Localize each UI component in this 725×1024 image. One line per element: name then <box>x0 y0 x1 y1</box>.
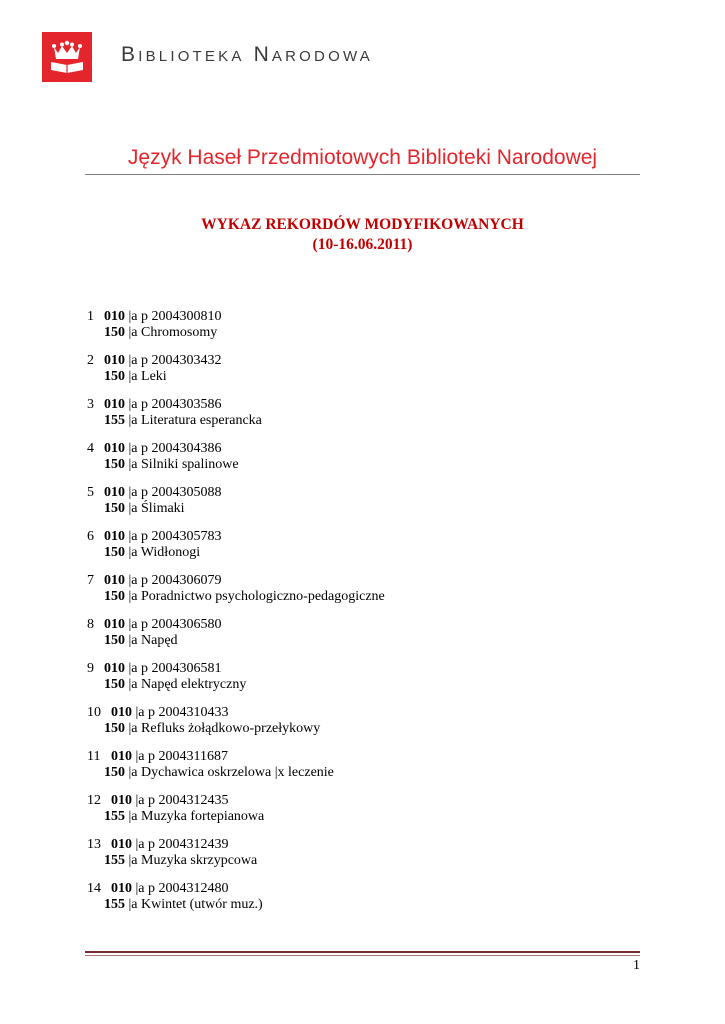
field-tag: 010 <box>104 573 125 588</box>
record-field-010 <box>87 529 222 545</box>
field-tag: 010 <box>111 705 132 720</box>
record-number: 5 <box>87 485 94 500</box>
record-field-010 <box>87 485 222 501</box>
record-field-010 <box>87 397 222 413</box>
record-field-010 <box>87 661 222 677</box>
field-value: |a p 2004312480 <box>132 881 229 896</box>
field-tag: 155 <box>104 853 125 868</box>
record-entry <box>87 353 647 397</box>
record-entry <box>87 441 647 485</box>
field-tag: 150 <box>104 633 125 648</box>
record-number: 13 <box>87 837 101 852</box>
record-field-010 <box>87 881 229 897</box>
record-entry <box>87 837 647 881</box>
record-entry <box>87 705 647 749</box>
record-field-heading <box>87 809 264 825</box>
field-tag: 010 <box>104 397 125 412</box>
heading-line-2: (10-16.06.2011) <box>312 236 413 253</box>
record-number: 2 <box>87 353 94 368</box>
field-tag: 155 <box>104 897 125 912</box>
field-tag: 010 <box>104 485 125 500</box>
field-value: |a p 2004306580 <box>125 617 222 632</box>
field-value: |a p 2004305088 <box>125 485 222 500</box>
record-number: 4 <box>87 441 94 456</box>
record-field-heading <box>87 325 217 341</box>
field-value: |a Napęd <box>125 633 178 648</box>
record-entry <box>87 573 647 617</box>
field-value: |a p 2004312439 <box>132 837 229 852</box>
field-tag: 010 <box>104 661 125 676</box>
record-number: 7 <box>87 573 94 588</box>
record-field-010 <box>87 705 229 721</box>
record-entry <box>87 485 647 529</box>
record-field-010 <box>87 573 222 589</box>
record-number: 11 <box>87 749 101 764</box>
record-field-010 <box>87 309 222 325</box>
field-value: |a Leki <box>125 369 167 384</box>
record-field-010 <box>87 617 222 633</box>
field-value: |a p 2004306581 <box>125 661 222 676</box>
record-number: 3 <box>87 397 94 412</box>
field-value: |a Muzyka fortepianowa <box>125 809 265 824</box>
record-entry <box>87 661 647 705</box>
field-value: |a p 2004312435 <box>132 793 229 808</box>
field-value: |a p 2004311687 <box>132 749 228 764</box>
document-heading <box>0 215 725 255</box>
record-field-heading <box>87 765 334 781</box>
footer-divider-thin <box>85 955 640 956</box>
field-value: |a Refluks żołądkowo-przełykowy <box>125 721 321 736</box>
field-tag: 150 <box>104 501 125 516</box>
record-field-010 <box>87 793 229 809</box>
record-field-heading <box>87 853 257 869</box>
field-tag: 010 <box>104 353 125 368</box>
field-tag: 010 <box>104 441 125 456</box>
record-number: 8 <box>87 617 94 632</box>
record-field-heading <box>87 457 239 473</box>
field-tag: 010 <box>111 881 132 896</box>
field-value: |a p 2004303432 <box>125 353 222 368</box>
field-value: |a Napęd elektryczny <box>125 677 247 692</box>
footer-divider <box>85 951 640 953</box>
field-tag: 010 <box>104 529 125 544</box>
field-value: |a p 2004310433 <box>132 705 229 720</box>
record-number: 12 <box>87 793 101 808</box>
records-list <box>87 309 647 925</box>
field-tag: 150 <box>104 325 125 340</box>
record-field-heading <box>87 677 246 693</box>
field-tag: 150 <box>104 589 125 604</box>
field-value: |a Muzyka skrzypcowa <box>125 853 258 868</box>
field-value: |a Literatura esperancka <box>125 413 262 428</box>
record-number: 9 <box>87 661 94 676</box>
crown-book-logo-icon <box>42 32 92 82</box>
record-field-heading <box>87 369 167 385</box>
field-tag: 150 <box>104 457 125 472</box>
field-value: |a p 2004304386 <box>125 441 222 456</box>
field-tag: 010 <box>104 617 125 632</box>
field-value: |a p 2004303586 <box>125 397 222 412</box>
record-field-010 <box>87 837 229 853</box>
record-field-heading <box>87 413 262 429</box>
field-tag: 010 <box>111 749 132 764</box>
record-field-heading <box>87 633 178 649</box>
page-number: 1 <box>633 958 640 973</box>
record-field-heading <box>87 721 320 737</box>
field-value: |a p 2004306079 <box>125 573 222 588</box>
field-value: |a Chromosomy <box>125 325 218 340</box>
field-value: |a Dychawica oskrzelowa |x leczenie <box>125 765 334 780</box>
field-tag: 150 <box>104 765 125 780</box>
record-entry <box>87 881 647 925</box>
field-value: |a Kwintet (utwór muz.) <box>125 897 263 912</box>
record-entry <box>87 749 647 793</box>
record-field-heading <box>87 897 263 913</box>
record-entry <box>87 617 647 661</box>
record-number: 6 <box>87 529 94 544</box>
heading-line-1: WYKAZ REKORDÓW MODYFIKOWANYCH <box>201 216 524 233</box>
record-entry <box>87 397 647 441</box>
record-field-010 <box>87 749 228 765</box>
record-field-010 <box>87 441 222 457</box>
brand-name: Biblioteka Narodowa <box>121 43 373 66</box>
record-entry <box>87 309 647 353</box>
field-tag: 010 <box>104 309 125 324</box>
document-title: Język Haseł Przedmiotowych Biblioteki Narodowej <box>127 146 598 169</box>
field-tag: 010 <box>111 837 132 852</box>
field-value: |a p 2004305783 <box>125 529 222 544</box>
record-field-heading <box>87 545 200 561</box>
record-field-010 <box>87 353 222 369</box>
record-entry <box>87 793 647 837</box>
field-tag: 150 <box>104 721 125 736</box>
field-tag: 155 <box>104 413 125 428</box>
title-divider <box>85 174 640 175</box>
field-tag: 150 <box>104 677 125 692</box>
field-tag: 155 <box>104 809 125 824</box>
record-field-heading <box>87 501 185 517</box>
field-tag: 150 <box>104 545 125 560</box>
record-field-heading <box>87 589 385 605</box>
field-value: |a Silniki spalinowe <box>125 457 239 472</box>
field-value: |a Ślimaki <box>125 501 185 516</box>
record-entry <box>87 529 647 573</box>
record-number: 14 <box>87 881 101 896</box>
field-value: |a Widłonogi <box>125 545 201 560</box>
field-tag: 010 <box>111 793 132 808</box>
record-number: 10 <box>87 705 101 720</box>
field-value: |a p 2004300810 <box>125 309 222 324</box>
field-tag: 150 <box>104 369 125 384</box>
field-value: |a Poradnictwo psychologiczno-pedagogiczne <box>125 589 385 604</box>
record-number: 1 <box>87 309 94 324</box>
